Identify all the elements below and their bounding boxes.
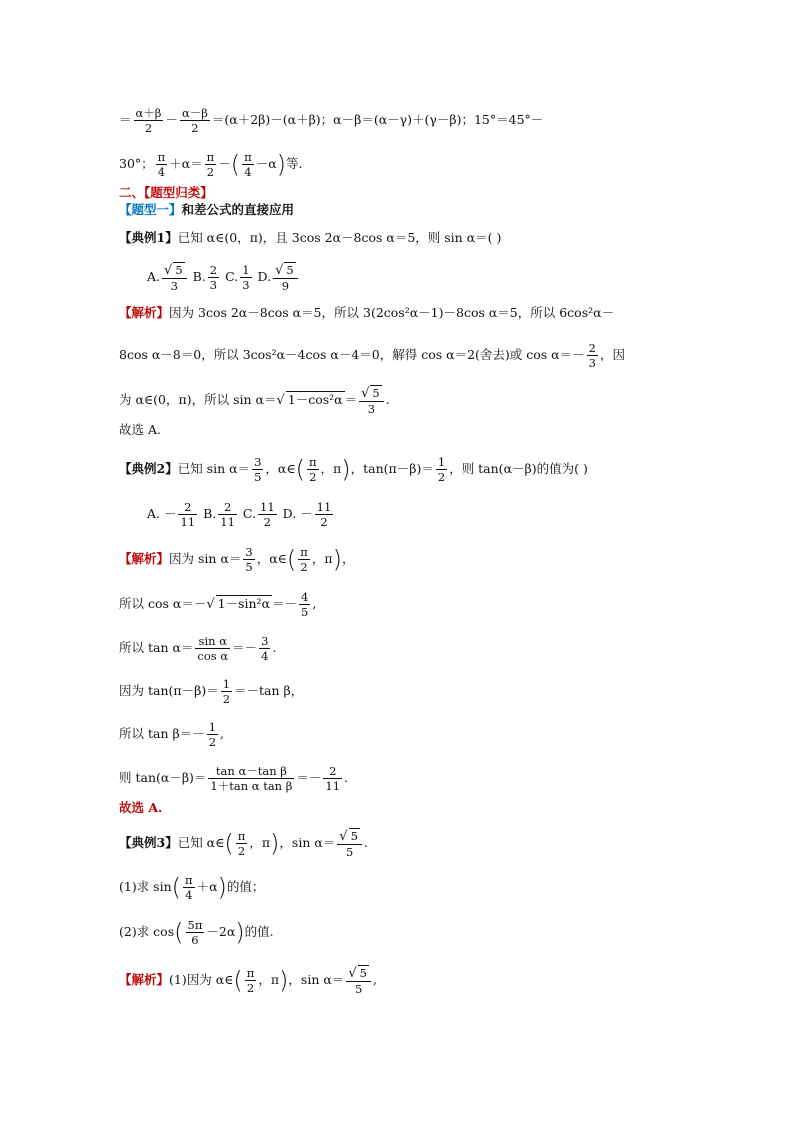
fraction: [156, 150, 168, 179]
radicand: 1－cos²α: [287, 392, 343, 407]
solution-text: ,: [372, 972, 377, 987]
denominator: 3: [242, 278, 250, 292]
fraction: [258, 500, 277, 529]
denominator: 2: [245, 980, 257, 995]
solution-text: ，因: [599, 347, 625, 362]
paren-right: ): [270, 829, 280, 858]
question-text: ，π: [320, 461, 342, 476]
numerator: 5π: [187, 918, 203, 932]
numerator: π: [246, 966, 255, 980]
numerator: [162, 262, 187, 278]
paren-left: (: [233, 966, 243, 995]
solution-text: (1)因为 α∈: [169, 972, 234, 987]
fraction: [236, 829, 248, 858]
sqrt-icon: √: [275, 263, 284, 278]
question-text: ，sin α＝: [279, 835, 336, 850]
paren-right: ): [332, 545, 342, 574]
solution-text: 因为 3cos 2α－8cos α＝5，所以 3(2cos²α－1)－8cos α＝5，所以 6cos²α－: [169, 305, 615, 320]
type-title: 和差公式的直接应用: [181, 202, 295, 217]
solution-text: .: [272, 640, 277, 655]
fraction: [183, 873, 195, 902]
example-3-question: [119, 828, 684, 859]
options: [147, 263, 300, 293]
example-3-part-2: [119, 918, 684, 947]
radicand: 5: [359, 966, 367, 980]
solution-text: .: [385, 392, 390, 407]
denominator: 5: [301, 605, 309, 619]
paren-right: ): [341, 455, 351, 484]
fraction: [208, 764, 294, 793]
fraction: [162, 262, 187, 293]
paren-right: ): [279, 966, 289, 995]
solution-text: 因为 tan(π－β)＝: [119, 683, 219, 698]
numerator: 1: [222, 677, 231, 691]
example-tag: 【典例1】: [119, 230, 178, 245]
fraction: [587, 341, 598, 370]
numerator: α－β: [181, 106, 208, 120]
numerator: 1: [208, 720, 217, 734]
section-heading: [119, 185, 684, 201]
fraction: [259, 634, 270, 663]
radicand: 1－sin²α: [217, 596, 271, 611]
solution-text: ,: [312, 596, 317, 611]
numerator: [337, 828, 362, 844]
solution-tag: 【解析】: [119, 551, 170, 566]
fraction: [359, 385, 384, 416]
type-tag: 【题型一】: [119, 202, 182, 217]
question-text: .: [363, 835, 368, 850]
type-heading: [119, 202, 684, 218]
section-title: 二、【题型归类】: [119, 185, 213, 200]
solution-text: 为 α∈(0，π)，所以 sin α＝: [119, 392, 277, 407]
fraction: [243, 545, 254, 574]
solution-text: 所以 tan β＝－: [119, 726, 205, 741]
fraction: [337, 828, 362, 859]
denominator: 2: [205, 164, 217, 179]
question-text: 已知 α∈(0，π)，且 3cos 2α－8cos α＝5，则 sin α＝( ): [177, 230, 502, 245]
numerator: π: [237, 829, 246, 843]
numerator: α＋β: [135, 106, 162, 120]
question-text: (1)求 sin: [119, 879, 172, 894]
option-d: D.: [257, 269, 272, 284]
denominator: 3: [209, 278, 218, 292]
denominator: 4: [261, 649, 269, 663]
fraction: [208, 263, 219, 292]
answer-text: 故选 A.: [119, 422, 161, 437]
example-1-solution-2: [119, 341, 684, 370]
numerator: 2: [209, 263, 218, 277]
numerator: π: [206, 150, 215, 164]
paren-left: (: [295, 455, 305, 484]
text: ＝: [119, 112, 132, 127]
fraction: [134, 106, 164, 135]
numerator: 4: [301, 590, 309, 604]
denominator: 5: [337, 844, 362, 859]
question-text: 的值.: [244, 924, 274, 939]
numerator: 3: [245, 545, 253, 559]
denominator: 2: [258, 514, 277, 529]
option-b: B.: [203, 506, 217, 521]
numerator: [359, 385, 384, 401]
paren-left: (: [174, 918, 184, 947]
numerator: 3: [261, 634, 269, 648]
options: [147, 500, 335, 529]
formula-line-1: [119, 106, 684, 135]
text: ＝(α＋2β)－(α＋β)；α－β＝(α－γ)＋(γ－β)；15°＝45°－: [211, 112, 544, 127]
answer-text: 故选 A.: [119, 800, 163, 815]
paren-left: (: [230, 150, 241, 179]
question-text: －2α: [206, 924, 236, 939]
denominator: 5: [245, 560, 253, 574]
fraction: [218, 500, 237, 529]
numerator: [273, 262, 298, 278]
paren-right: ): [217, 873, 227, 902]
numerator: π: [308, 455, 317, 469]
fraction: [307, 455, 319, 484]
denominator: 5: [254, 470, 262, 484]
numerator: 2: [223, 500, 232, 514]
paren-right: ): [276, 150, 287, 179]
text: －: [218, 156, 231, 171]
denominator: 3: [359, 401, 384, 416]
example-2-solution-4: [119, 677, 684, 706]
solution-text: ＝－: [272, 596, 298, 611]
denominator: 9: [273, 278, 298, 293]
fraction: [207, 720, 218, 749]
solution-text: 所以 tan α＝: [119, 640, 194, 655]
question-text: ＋α: [196, 879, 218, 894]
solution-text: ，π: [258, 972, 280, 987]
fraction: [178, 500, 197, 529]
denominator: 11: [180, 515, 196, 529]
paren-left: (: [171, 873, 182, 902]
denominator: 2: [134, 120, 164, 135]
denominator: 3: [588, 356, 596, 370]
solution-text: ＝－: [296, 770, 322, 785]
radicand: 5: [175, 263, 183, 277]
example-3-part-1: [119, 873, 684, 902]
example-2-solution-6: [119, 764, 684, 793]
sqrt-icon: √: [339, 829, 348, 844]
radicand: 5: [286, 263, 294, 277]
fraction: [221, 677, 232, 706]
option-a: A.: [147, 269, 161, 284]
example-2-solution-2: [119, 590, 684, 619]
text: 等.: [286, 156, 303, 171]
denominator: 4: [242, 164, 254, 179]
denominator: 11: [220, 515, 235, 529]
denominator: 2: [180, 120, 210, 135]
denominator: 2: [437, 470, 446, 484]
denominator: 11: [325, 779, 341, 793]
denominator: 4: [183, 887, 195, 902]
option-d: D. －: [282, 506, 313, 521]
example-2-solution-1: [119, 545, 684, 574]
text: ＋α＝: [169, 156, 203, 171]
example-tag: 【典例3】: [119, 835, 178, 850]
fraction: [315, 500, 334, 529]
denominator: 5: [346, 981, 371, 996]
fraction: [323, 764, 342, 793]
fraction: [299, 590, 310, 619]
example-1-solution-1: [119, 305, 684, 321]
radicand: 5: [372, 386, 380, 400]
option-c: C.: [225, 269, 239, 284]
paren-left: (: [224, 829, 234, 858]
denominator: 2: [307, 469, 319, 484]
question-text: 的值；: [226, 879, 265, 894]
solution-text: ，α∈: [256, 551, 287, 566]
solution-text: ＝－tan β，: [234, 683, 304, 698]
solution-text: ，π: [311, 551, 333, 566]
solution-text: ，: [341, 551, 355, 566]
example-1-options: [119, 262, 684, 293]
paren-left: (: [286, 545, 297, 574]
question-text: (2)求 cos: [119, 924, 175, 939]
fraction: [273, 262, 298, 293]
question-text: ，则 tan(α－β)的值为( ): [449, 461, 588, 476]
question-text: ，tan(π－β)＝: [350, 461, 434, 476]
example-1-question: [119, 230, 684, 246]
denominator: 6: [186, 932, 205, 947]
paren-right: ): [235, 918, 245, 947]
example-3-solution-1: [119, 965, 684, 996]
radicand: 5: [350, 829, 358, 843]
text: －α: [255, 156, 277, 171]
denominator: 4: [156, 164, 168, 179]
numerator: 11: [316, 500, 332, 514]
numerator: π: [157, 150, 166, 164]
denominator: 2: [222, 692, 231, 706]
sqrt-icon: √: [206, 597, 215, 612]
example-1-solution-3: [119, 385, 684, 416]
numerator: 3: [254, 455, 262, 469]
example-2-options: [119, 500, 684, 529]
fraction: [436, 455, 447, 484]
numerator: 2: [329, 764, 337, 778]
numerator: [346, 965, 371, 981]
sqrt-icon: √: [361, 386, 370, 401]
solution-text: 8cos α－8＝0，所以 3cos²α－4cos α－4＝0，解得 cos α＝2(舍去)或 cos α＝－: [119, 347, 585, 362]
example-2-solution-3: [119, 634, 684, 663]
denominator: 2: [315, 514, 334, 529]
sqrt-icon: √: [164, 263, 173, 278]
fraction: [252, 455, 263, 484]
solution-text: 则 tan(α－β)＝: [119, 770, 207, 785]
numerator: π: [185, 873, 193, 887]
question-text: ，π: [249, 835, 271, 850]
numerator: 2: [184, 500, 192, 514]
option-a: A. －: [147, 506, 177, 521]
numerator: tan α－tan β: [215, 764, 287, 778]
solution-text: .: [344, 770, 349, 785]
fraction: [195, 634, 230, 663]
question-text: ，α∈: [265, 461, 296, 476]
example-tag: 【典例2】: [119, 461, 178, 476]
fraction: [245, 966, 257, 995]
numerator: 1: [437, 455, 446, 469]
sqrt-icon: √: [276, 393, 285, 408]
fraction: [240, 263, 251, 292]
formula-line-2: [119, 150, 684, 179]
denominator: 2: [236, 843, 248, 858]
fraction: [186, 918, 205, 947]
fraction: [180, 106, 210, 135]
fraction: [346, 965, 371, 996]
fraction: [298, 545, 310, 574]
solution-text: ,: [220, 726, 225, 741]
denominator: cos α: [197, 649, 229, 663]
solution-text: 因为 sin α＝: [169, 551, 242, 566]
solution-text: ＝－: [232, 640, 258, 655]
option-c: C.: [242, 506, 256, 521]
denominator: 2: [208, 735, 217, 749]
question-text: 已知 α∈: [177, 835, 225, 850]
numerator: π: [244, 150, 252, 164]
solution-tag: 【解析】: [119, 305, 170, 320]
sqrt-icon: √: [348, 966, 357, 981]
question-text: 已知 sin α＝: [177, 461, 251, 476]
solution-tag: 【解析】: [119, 972, 170, 987]
numerator: 2: [588, 341, 596, 355]
example-2-question: [119, 455, 684, 484]
solution-text: 所以 cos α＝－: [119, 596, 207, 611]
numerator: 11: [260, 500, 275, 514]
example-1-answer: [119, 422, 684, 438]
example-2-solution-5: [119, 720, 684, 749]
option-b: B.: [192, 269, 206, 284]
solution-text: ＝: [344, 392, 358, 407]
denominator: 3: [162, 278, 187, 293]
numerator: 1: [242, 263, 250, 277]
example-2-answer: [119, 800, 684, 816]
numerator: π: [300, 545, 308, 559]
fraction: [205, 150, 217, 179]
denominator: 1＋tan α tan β: [210, 779, 293, 793]
solution-text: ，sin α＝: [288, 972, 345, 987]
denominator: 2: [298, 559, 310, 574]
numerator: sin α: [198, 634, 227, 648]
text: 30°；: [119, 156, 154, 171]
fraction: [242, 150, 254, 179]
text: －: [165, 112, 178, 127]
